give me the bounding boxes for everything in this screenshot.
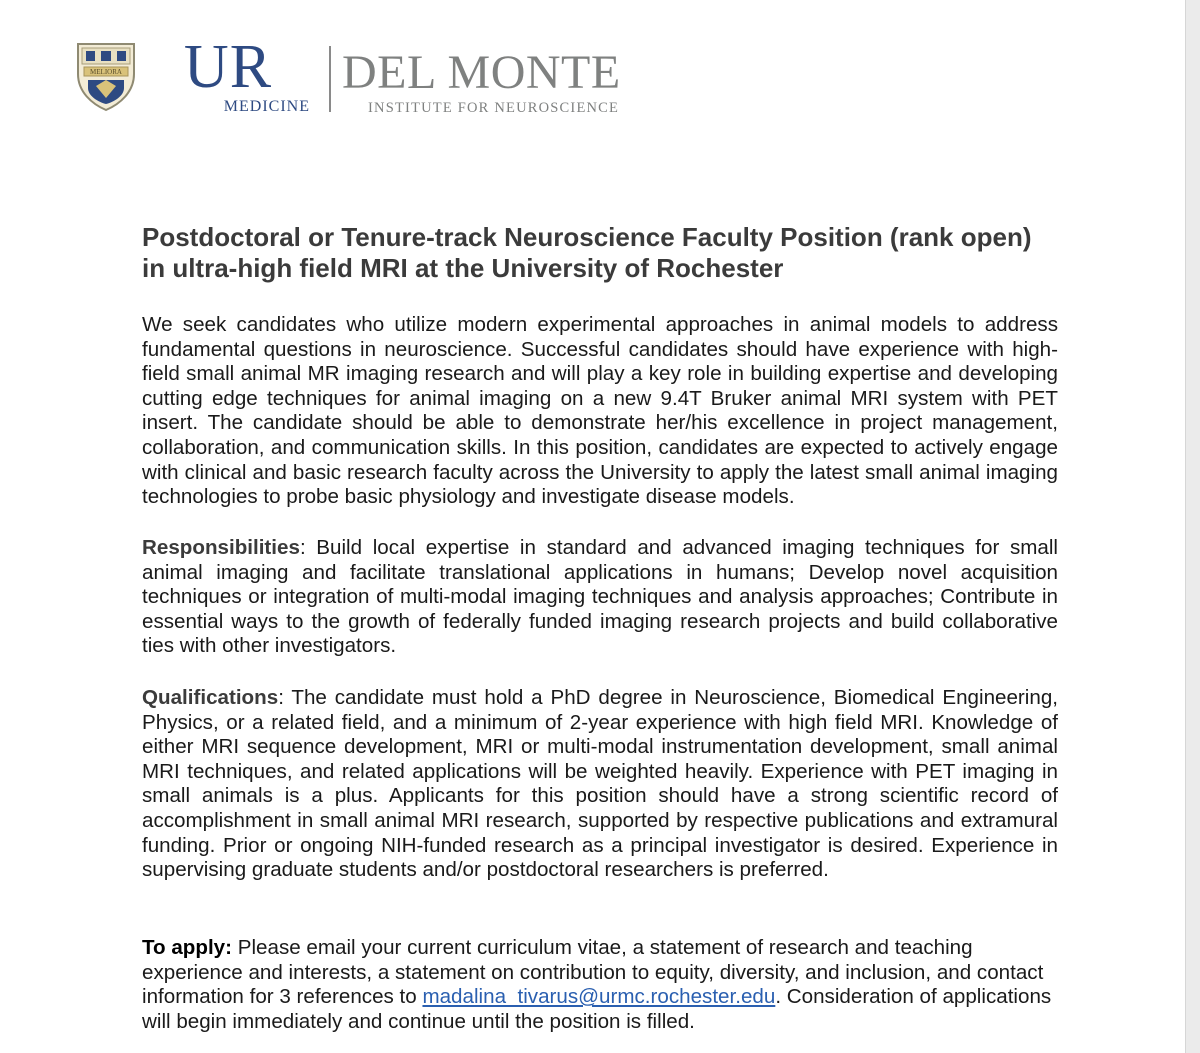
ur-wordmark-sub: MEDICINE — [223, 98, 310, 115]
apply-email-link[interactable]: madalina_tivarus@urmc.rochester.edu — [422, 985, 776, 1009]
page-title: Postdoctoral or Tenure-track Neuroscience Faculty Position (rank open) in ultra-high field MRI at the University of Rochester — [142, 222, 1032, 283]
qualifications-paragraph — [142, 686, 1058, 883]
logo-divider — [329, 46, 331, 112]
page-edge-scrollbar[interactable] — [1185, 0, 1200, 1053]
del-monte-wordmark-main: DEL MONTE — [342, 46, 621, 99]
responsibilities-text: : Build local expertise in standard and advanced imaging techniques for small animal imaging and facilitate translational applications in humans; Develop novel acquisition techniques or integration of multi-modal imaging techniques and analysis approaches; Contribute in essential ways to the growth of federally funded imaging research projects and build collaborative ties with other investigators. — [142, 536, 1058, 658]
apply-text-after: . Consideration of applications will begin immediately and continue until the position is filled. — [142, 985, 1052, 1033]
responsibilities-label: Responsibilities — [142, 536, 300, 559]
shield-motto: MELIORA — [90, 68, 122, 76]
responsibilities-paragraph — [142, 536, 1058, 659]
apply-label: To apply: — [142, 936, 232, 959]
qualifications-text: : The candidate must hold a PhD degree in Neuroscience, Biomedical Engineering, Physics, or a related field, and a minimum of 2-year experience with high field MRI. Knowledge of either MRI sequence development, MRI or multi-modal instrumentation development, small animal MRI techniques, and related applications will be weighted heavily. Experience with PET imaging in small animals is a plus. Applicants for this position should have a strong scientific record of accomplishment in small animal MRI research, supported by respective publications and extramural funding. Prior or ongoing NIH-funded research as a principal investigator is desired. Experience in supervising graduate students and/or postdoctoral researchers is preferred. — [142, 686, 1058, 882]
ur-wordmark-main: UR — [183, 33, 273, 101]
university-shield-icon — [74, 40, 138, 112]
apply-text-before: Please email your current curriculum vitae, a statement of research and teaching experience and interests, a statement on contribution to equity, diversity, and inclusion, and contact information for 3 references to — [142, 936, 1044, 1009]
del-monte-wordmark-sub: INSTITUTE FOR NEUROSCIENCE — [368, 100, 620, 116]
apply-paragraph — [142, 936, 1058, 1034]
intro-paragraph: We seek candidates who utilize modern experimental approaches in animal models to address fundamental questions in neuroscience. Successful candidates should have experience with high-field small animal MR imaging research and will play a key role in building expertise and developing cutting edge techniques for animal imaging on a new 9.4T Bruker animal MRI system with PET insert. The candidate should be able to demonstrate her/his excellence in project management, collaboration, and communication skills. In this position, candidates are expected to actively engage with clinical and basic research faculty across the University to apply the latest small animal imaging technologies to probe basic physiology and investigate disease models. — [142, 313, 1058, 509]
qualifications-label: Qualifications — [142, 686, 279, 709]
